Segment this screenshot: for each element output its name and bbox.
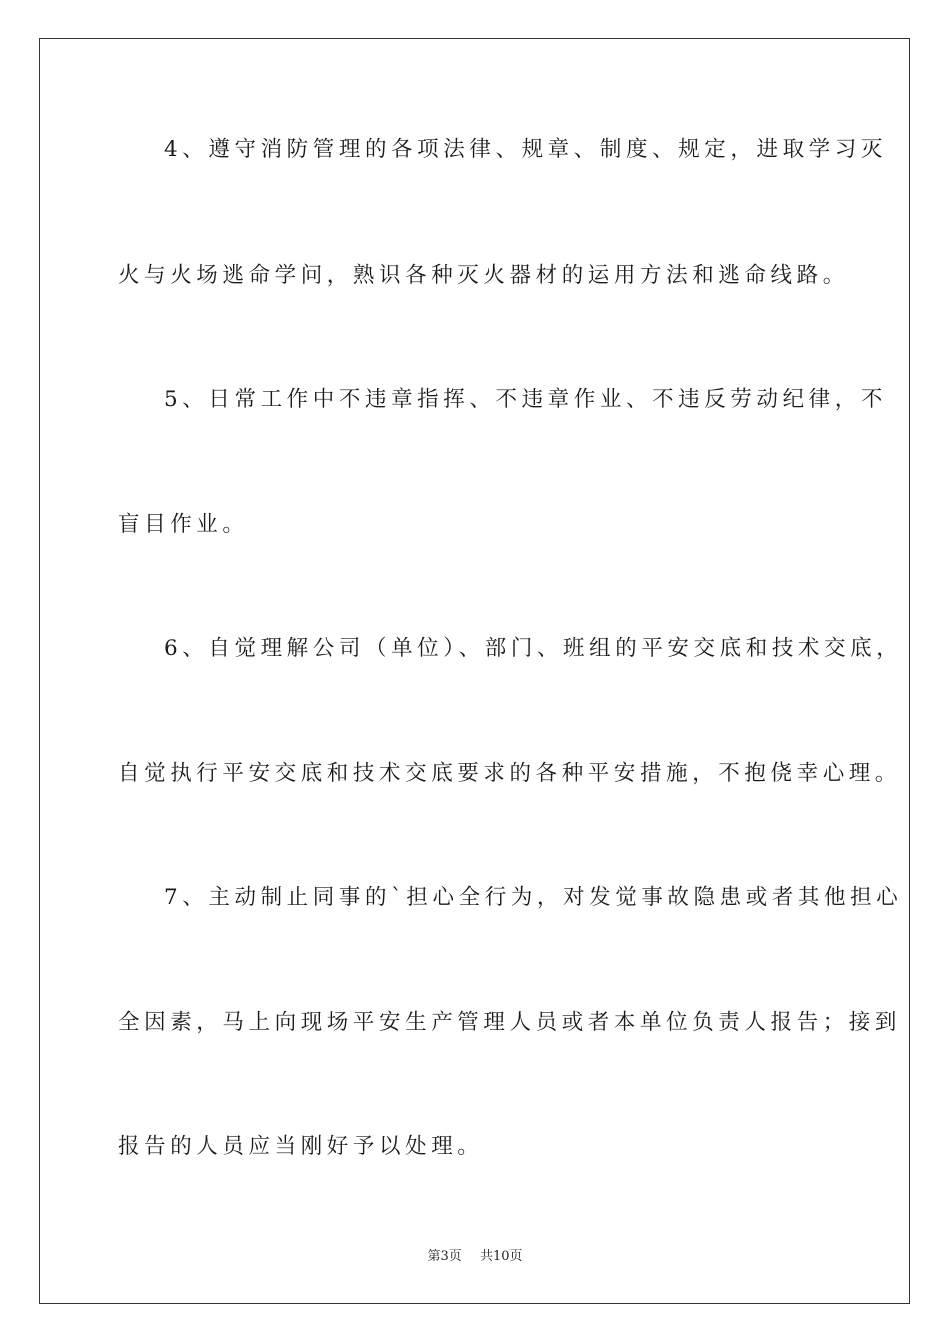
paragraph-5-line-2: 盲目作业。 bbox=[118, 512, 249, 537]
paragraph-6-line-2: 自觉执行平安交底和技术交底要求的各种平安措施，不抱侥幸心理。 bbox=[118, 761, 902, 786]
paragraph-7-line-1: 7、主动制止同事的`担心全行为，对发觉事故隐患或者其他担心 bbox=[164, 885, 903, 910]
paragraph-4-line-2: 火与火场逃命学问，熟识各种灭火器材的运用方法和逃命线路。 bbox=[118, 263, 849, 288]
page-footer bbox=[0, 1248, 950, 1266]
page-number: 第3页 bbox=[427, 1249, 462, 1264]
paragraph-6-line-1: 6、自觉理解公司（单位）、部门、班组的平安交底和技术交底， bbox=[164, 636, 903, 661]
paragraph-5-line-1: 5、日常工作中不违章指挥、不违章作业、不违反劳动纪律，不 bbox=[164, 387, 887, 412]
paragraph-4-line-1: 4、遵守消防管理的各项法律、规章、制度、规定，进取学习灭 bbox=[164, 137, 887, 162]
paragraph-7-line-3: 报告的人员应当刚好予以处理。 bbox=[118, 1134, 484, 1159]
paragraph-7-line-2: 全因素，马上向现场平安生产管理人员或者本单位负责人报告；接到 bbox=[118, 1010, 902, 1035]
page-total: 共10页 bbox=[479, 1249, 523, 1264]
page-border bbox=[39, 38, 910, 1304]
